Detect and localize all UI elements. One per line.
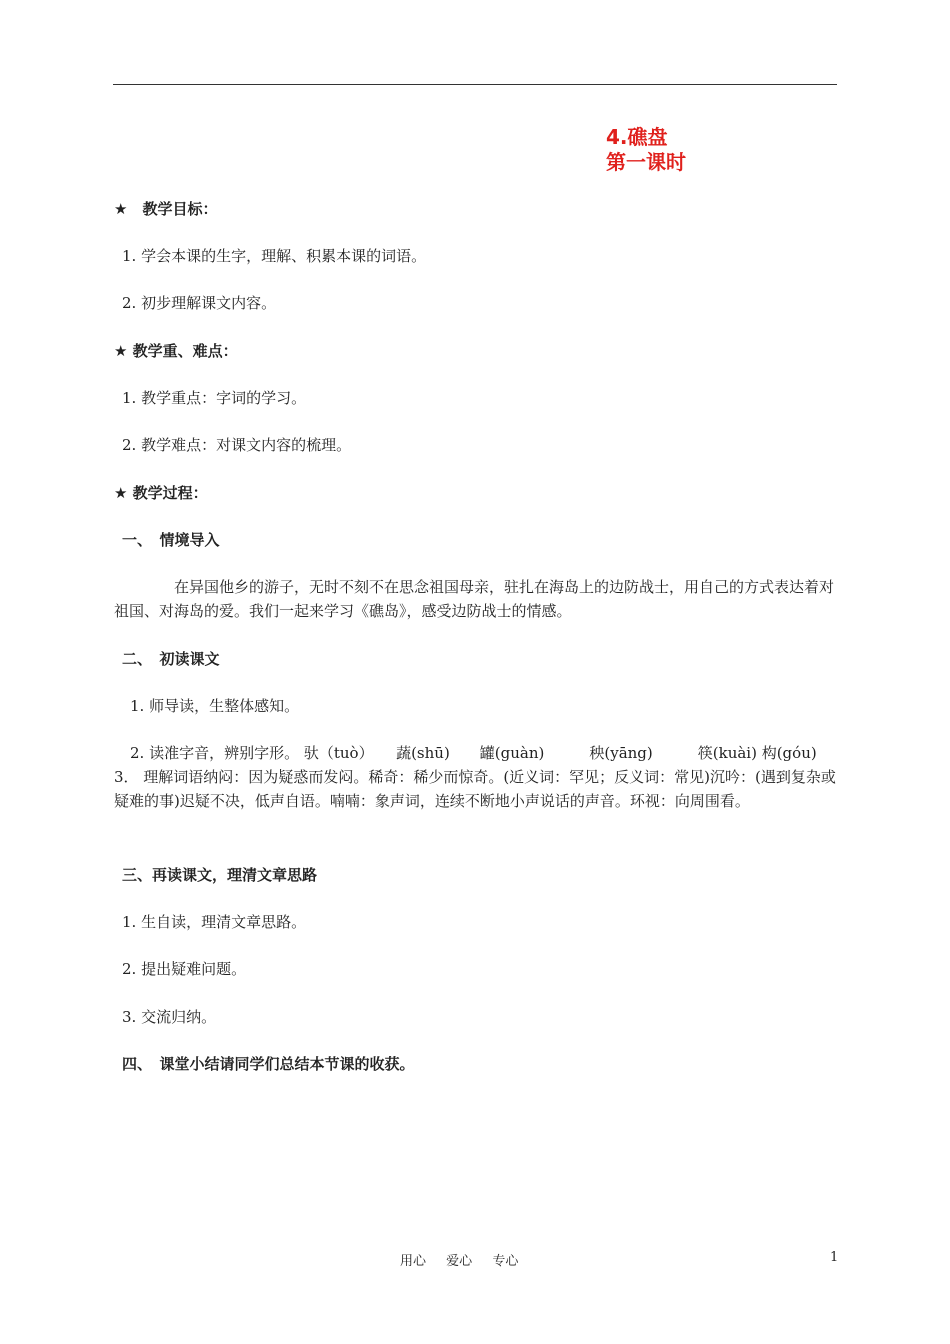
key-heading: ★ 教学重、难点：: [114, 342, 238, 360]
title-line-2: 第一课时: [606, 150, 686, 174]
footer-word-1: 用心: [400, 1254, 427, 1269]
goal-item-2: 2. 初步理解课文内容。: [122, 294, 277, 312]
footer-word-2: 爱心: [446, 1254, 473, 1269]
header-rule: [113, 84, 837, 85]
title-line-1: 4.礁盘: [606, 125, 668, 149]
key-item-1: 1. 教学重点：字词的学习。: [122, 389, 307, 407]
goals-heading: ★ 教学目标：: [114, 200, 218, 218]
goal-item-1: 1. 学会本课的生字，理解、积累本课的词语。: [122, 247, 427, 265]
step3-item-1: 1. 生自读，理清文章思路。: [122, 913, 307, 931]
step4-heading: 四、 课堂小结请同学们总结本节课的收获。: [122, 1055, 415, 1073]
process-heading: ★ 教学过程：: [114, 484, 208, 502]
step3-heading: 三、再读课文，理清文章思路: [122, 866, 318, 884]
step3-item-3: 3. 交流归纳。: [122, 1008, 217, 1026]
step1-paragraph: 在异国他乡的游子，无时不刻不在思念祖国母亲，驻扎在海岛上的边防战士，用自己的方式表达着对祖国、对海岛的爱。我们一起来学习《礁岛》，感受边防战士的情感。: [114, 578, 835, 620]
lesson-title: [606, 125, 686, 175]
step1-heading: 一、 情境导入: [122, 531, 220, 549]
step2-item-1: 1. 师导读，生整体感知。: [130, 697, 300, 715]
page-number: 1: [830, 1250, 839, 1265]
step3-item-2: 2. 提出疑难问题。: [122, 960, 247, 978]
key-item-2: 2. 教学难点：对课文内容的梳理。: [122, 436, 352, 454]
footer-motto: [400, 1250, 534, 1269]
step2-heading: 二、 初读课文: [122, 650, 220, 668]
footer-word-3: 专心: [492, 1254, 519, 1269]
step2-item-2-paragraph: 2. 读准字音，辨别字形。 驮（tuò） 蔬(shū) 罐(guàn) 秧(yāng) 筷(kuài) 构(góu) 3． 理解词语纳闷：因为疑惑而发闷。稀奇：稀少而惊奇。(近义词：罕见；反义词：常见)沉吟：(遇到复杂或疑难的事)迟疑不决，低声自语。喃喃：象声词，连续不断地小声说话的声音。环视：向周围看。: [114, 744, 836, 810]
